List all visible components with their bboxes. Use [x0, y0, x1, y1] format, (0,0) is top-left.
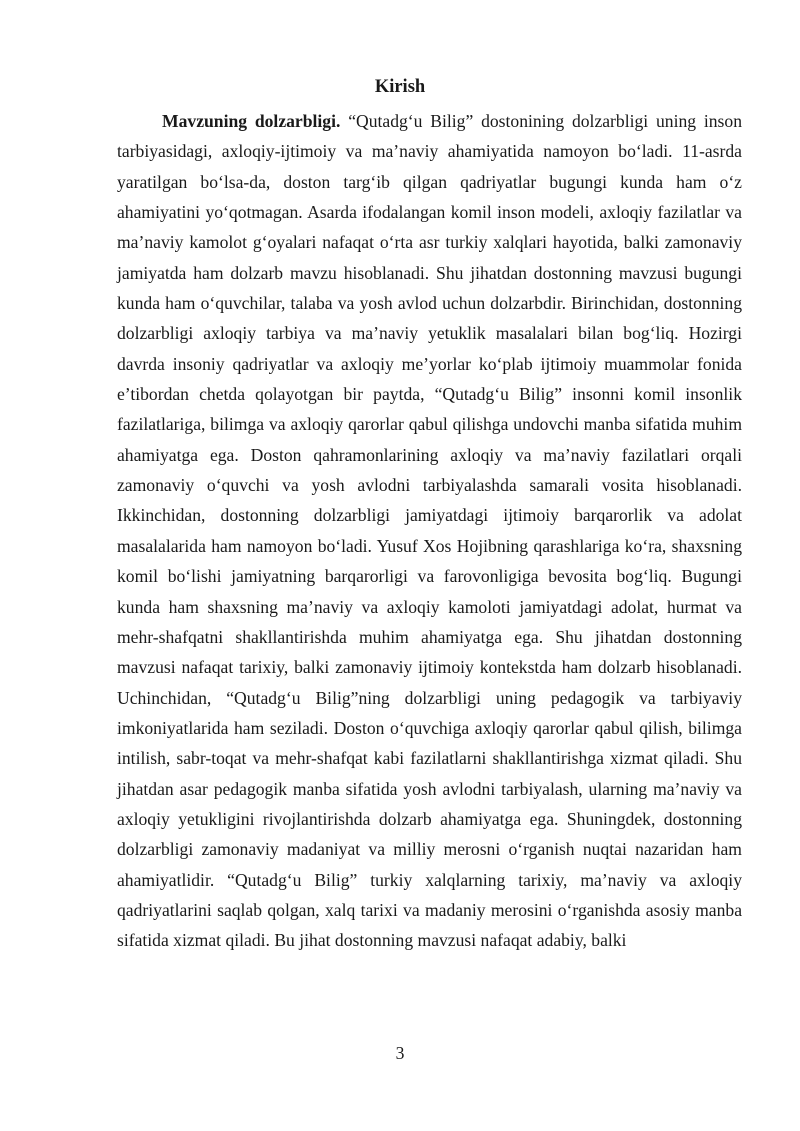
section-title: Kirish — [374, 77, 426, 97]
body-paragraph — [117, 106, 742, 956]
page-number: 3 — [395, 1043, 405, 1063]
paragraph-lead: Mavzuning dolzarbligi. — [162, 111, 341, 131]
paragraph-text: “Qutadg‘u Bilig” dostonining dolzarbligi uning inson tarbiyasidagi, axloqiy-ijtimoiy va ma’naviy ahamiyatida namoyon bo‘ladi. 11-asrda yaratilgan bo‘lsa-da, doston targ‘ib qilgan qadriyatlar bugungi kunda ham o‘z ahamiyatini yo‘qotmagan. Asarda ifodalangan komil inson modeli, axloqiy fazilatlar va ma’naviy kamolot g‘oyalari nafaqat o‘rta asr turkiy xalqlari hayotida, balki zamonaviy jamiyatda ham dolzarb mavzu hisoblanadi. Shu jihatdan dostonning mavzusi bugungi kunda ham o‘quvchilar, talaba va yosh avlod uchun dolzarbdir. Birinchidan, dostonning dolzarbligi axloqiy tarbiya va ma’naviy yetuklik masalalari bilan bog‘liq. Hozirgi davrda insoniy qadriyatlar va axloqiy me’yorlar ko‘plab ijtimoiy muammolar fonida e’tibordan chetda qolayotgan bir paytda, “Qutadg‘u Bilig” insonni komil insonlik fazilatlariga, bilimga va axloqiy qarorlar qabul qilishga undovchi manba sifatida muhim ahamiyatga ega. Doston qahramonlarining axloqiy va ma’naviy fazilatlari orqali zamonaviy o‘quvchi va yosh avlodni tarbiyalashda samarali vosita hisoblanadi. Ikkinchidan, dostonning dolzarbligi jamiyatdagi ijtimoiy barqarorlik va adolat masalalarida ham namoyon bo‘ladi. Yusuf Xos Hojibning qarashlariga ko‘ra, shaxsning komil bo‘lishi jamiyatning barqarorligi va farovonligiga bevosita bog‘liq. Bugungi kunda ham shaxsning ma’naviy va axloqiy kamoloti jamiyatdagi adolat, hurmat va mehr-shafqatni shakllantirishda muhim ahamiyatga ega. Shu jihatdan dostonning mavzusi nafaqat tarixiy, balki zamonaviy ijtimoiy kontekstda ham dolzarb hisoblanadi. Uchinchidan, “Qutadg‘u Bilig”ning dolzarbligi uning pedagogik va tarbiyaviy imkoniyatlarida ham seziladi. Doston o‘quvchiga axloqiy qarorlar qabul qilish, bilimga intilish, sabr-toqat va mehr-shafqat kabi fazilatlarni shakllantirishga xizmat qiladi. Shu jihatdan asar pedagogik manba sifatida yosh avlodni tarbiyalash, ularning ma’naviy va axloqiy yetukligini rivojlantirishda dolzarb ahamiyatga ega. Shuningdek, dostonning dolzarbligi zamonaviy madaniyat va milliy merosni o‘rganish nuqtai nazaridan ham ahamiyatlidir. “Qutadg‘u Bilig” turkiy xalqlarning tarixiy, ma’naviy va axloqiy qadriyatlarini saqlab qolgan, xalq tarixi va madaniy merosini o‘rganishda asosiy manba sifatida xizmat qiladi. Bu jihat dostonning mavzusi nafaqat adabiy, balki — [117, 111, 742, 951]
